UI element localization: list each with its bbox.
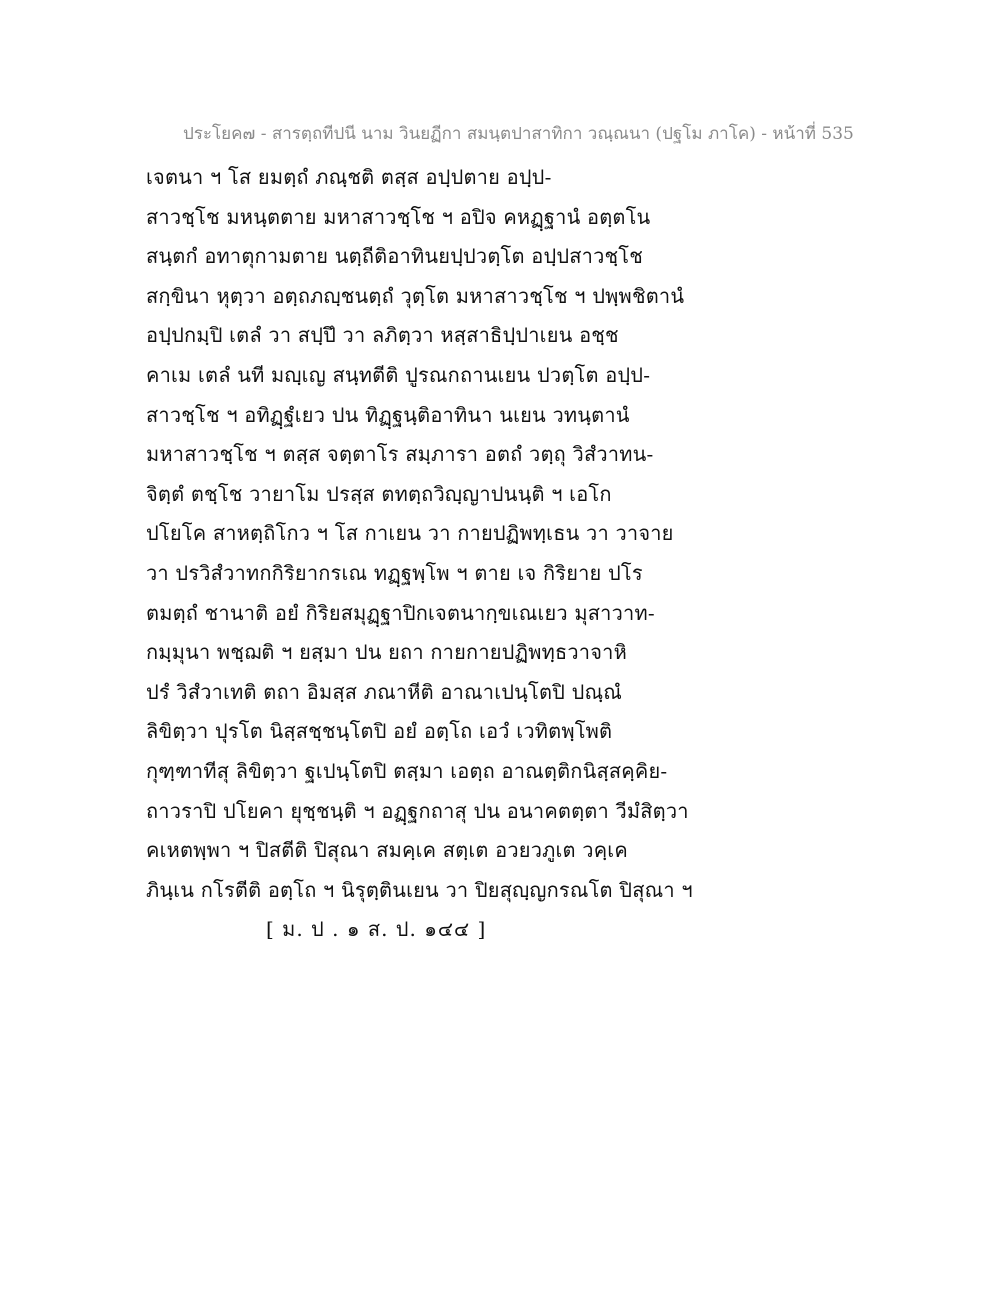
body-text: [146, 158, 746, 910]
text-line: กุฑฺฑาทีสุ ลิขิตฺวา ฐเปนฺโตปิ ตสฺมา เอตฺถ อาณตฺติกนิสฺสคฺคิย-: [146, 758, 668, 783]
text-line: ตมตฺถํ ชานาติ อยํ กิริยสมุฏฺฐาปิกเจตนากฺขเณเยว มุสาวาท-: [146, 600, 655, 625]
text-line: ปรํ วิสํวาเทติ ตถา อิมสฺส ภณาหีติ อาณาเปนฺโตปิ ปณฺณํ: [146, 679, 623, 704]
text-line: สนฺตกํ อทาตุกามตาย นตฺถีติอาทินยปฺปวตฺโต อปฺปสาวชฺโช: [146, 244, 643, 269]
text-line: ลิขิตฺวา ปุรโต นิสฺสชฺชนฺโตปิ อยํ อตฺโถ เอวํ เวทิตพฺโพติ: [146, 719, 613, 744]
text-line: ถาวราปิ ปโยคา ยุชฺชนฺติ ฯ อฏฺฐกถาสุ ปน อนาคตตฺตา วีมํสิตฺวา: [146, 798, 689, 823]
running-header: ประโยค๗ - สารตฺถทีปนี นาม วินยฏีกา สมนฺตปาสาทิกา วณฺณนา (ปฐโม ภาโค) - หน้าที่ 535: [183, 124, 854, 144]
text-line: คาเม เตลํ นที มญฺเญ สนฺทตีติ ปูรณกถานเยน ปวตฺโต อปฺป-: [146, 362, 651, 387]
source-reference: [ ม. ป . ๑ ส. ป. ๑๔๔ ]: [266, 917, 487, 941]
text-line: มหาสาวชฺโช ฯ ตสฺส จตฺตาโร สมฺภารา อตถํ วตฺถุ วิสํวาทน-: [146, 442, 654, 467]
text-line: สกฺขินา หุตฺวา อตฺถภญฺชนตฺถํ วุตฺโต มหาสาวชฺโช ฯ ปพฺพชิตานํ: [146, 283, 685, 308]
text-line: จิตฺตํ ตชฺโช วายาโม ปรสฺส ตทตฺถวิญฺญาปนนฺติ ฯ เอโก: [146, 481, 612, 506]
text-line: เจตนา ฯ โส ยมตฺถํ ภณฺชติ ตสฺส อปฺปตาย อปฺป-: [146, 165, 552, 189]
text-line: สาวชฺโช ฯ อทิฏฺฐํเยว ปน ทิฏฺฐนฺติอาทินา นเยน วทนฺตานํ: [146, 402, 630, 427]
text-line: กมฺมุนา พชฺฌติ ฯ ยสฺมา ปน ยถา กายกายปฏิพทฺธวาจาหิ: [146, 640, 627, 665]
text-line: คเหตพฺพา ฯ ปิสตีติ ปิสุณา สมคฺเค สตฺเต อวยวภูเต วคฺเค: [146, 838, 628, 863]
text-line: สาวชฺโช มหนฺตตาย มหาสาวชฺโช ฯ อปิจ คหฏฺฐานํ อตฺตโน: [146, 204, 651, 229]
text-line: วา ปรวิสํวาทกกิริยากรเณ ทฏฺฐพฺโพ ฯ ตาย เจ กิริยาย ปโร: [146, 560, 643, 585]
text-line: ปโยโค สาหตฺถิโกว ฯ โส กาเยน วา กายปฏิพทฺเธน วา วาจาย: [146, 521, 674, 546]
text-line: อปฺปกมฺปิ เตลํ วา สปฺปึ วา ลภิตฺวา หสฺสาธิปฺปาเยน อชฺช: [146, 323, 619, 348]
text-line: ภินฺเน กโรตีติ อตฺโถ ฯ นิรุตฺตินเยน วา ปิยสุญฺญกรณโต ปิสุณา ฯ: [146, 877, 693, 902]
